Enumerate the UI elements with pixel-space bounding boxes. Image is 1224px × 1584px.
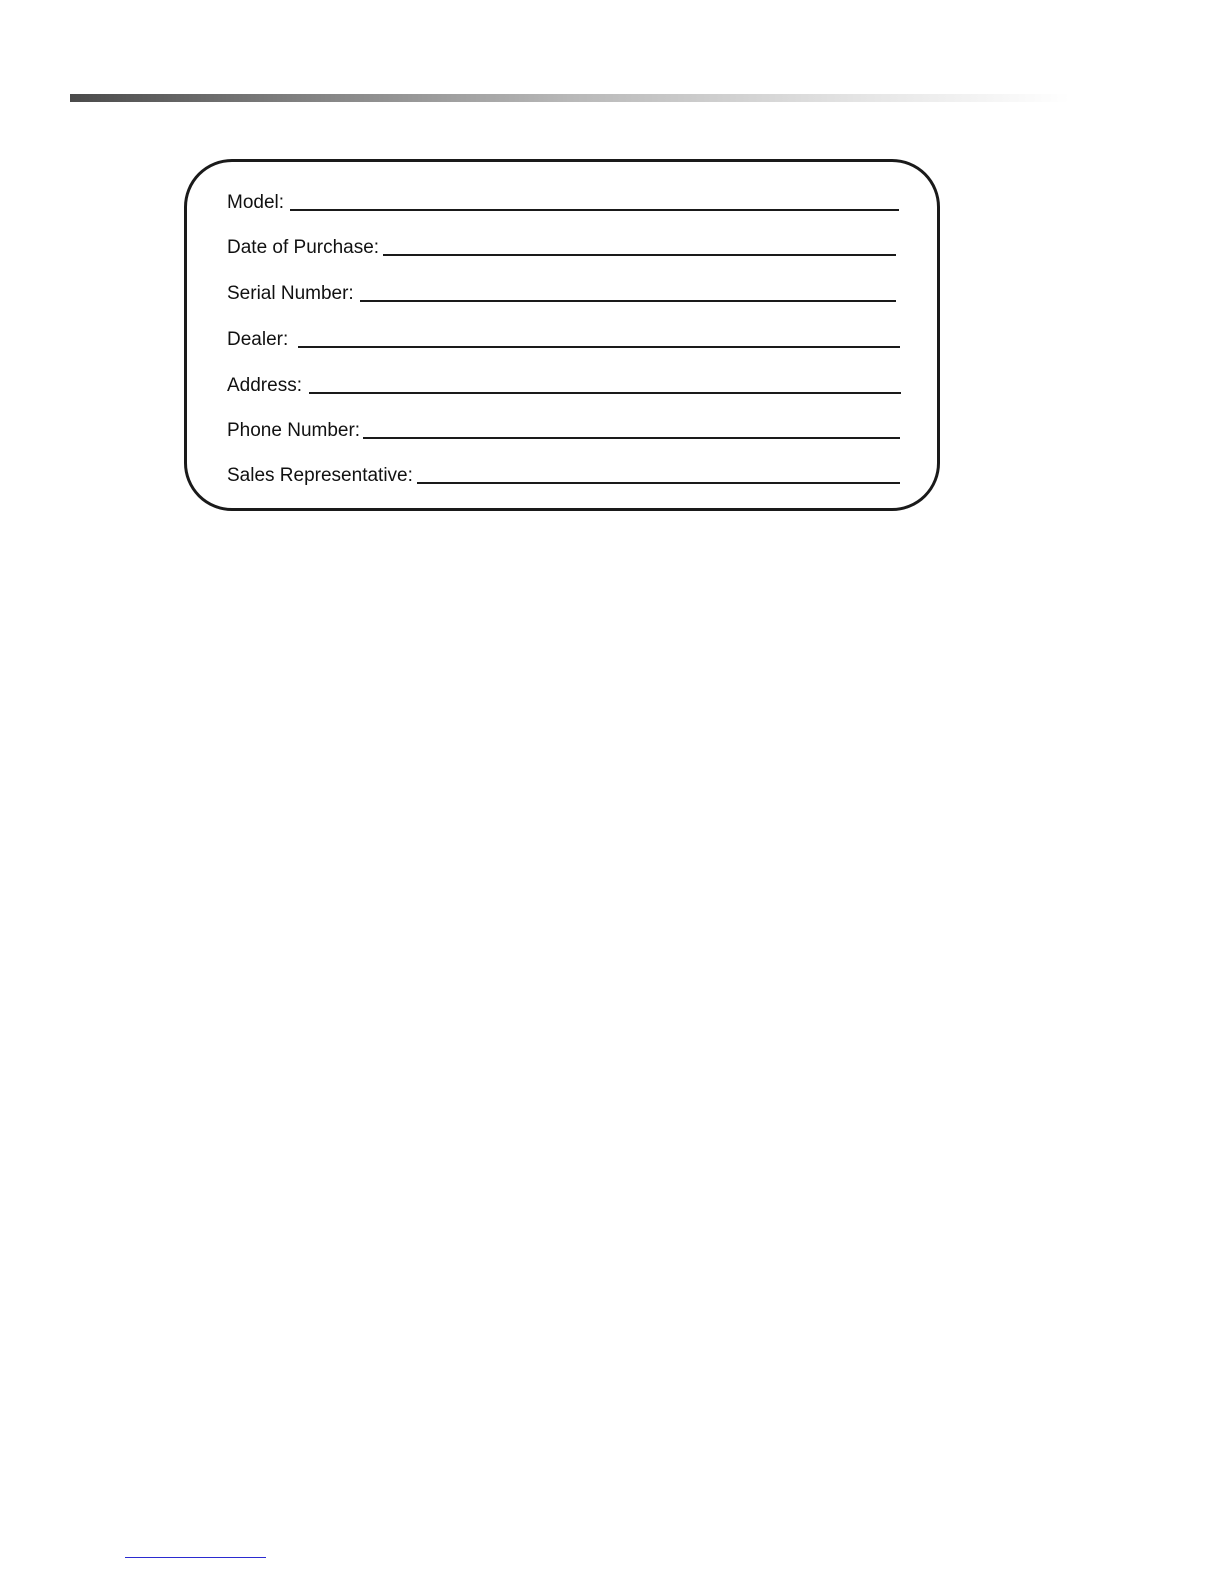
serial-number-label: Serial Number: [227,283,354,304]
phone-number-label: Phone Number: [227,420,361,441]
serial-number-blank-line[interactable] [360,300,896,302]
date-of-purchase-blank-line[interactable] [383,254,896,256]
address-blank-line[interactable] [309,392,901,394]
phone-number-blank-line[interactable] [363,437,900,439]
model-field[interactable] [227,188,899,214]
date-of-purchase-field[interactable] [227,233,896,259]
dealer-label: Dealer: [227,329,289,350]
date-of-purchase-label: Date of Purchase: [227,237,380,258]
dealer-field[interactable] [227,325,900,351]
sales-representative-field[interactable] [227,461,900,487]
phone-number-field[interactable] [227,416,900,442]
model-blank-line[interactable] [290,209,899,211]
dealer-blank-line[interactable] [298,346,900,348]
address-label: Address: [227,375,302,396]
header-gradient-rule [70,94,1070,102]
sales-representative-blank-line[interactable] [417,482,900,484]
serial-number-field[interactable] [227,279,896,305]
sales-representative-label: Sales Representative: [227,465,413,486]
footer-link-rule [125,1557,266,1558]
address-field[interactable] [227,371,901,397]
model-label: Model: [227,192,285,213]
